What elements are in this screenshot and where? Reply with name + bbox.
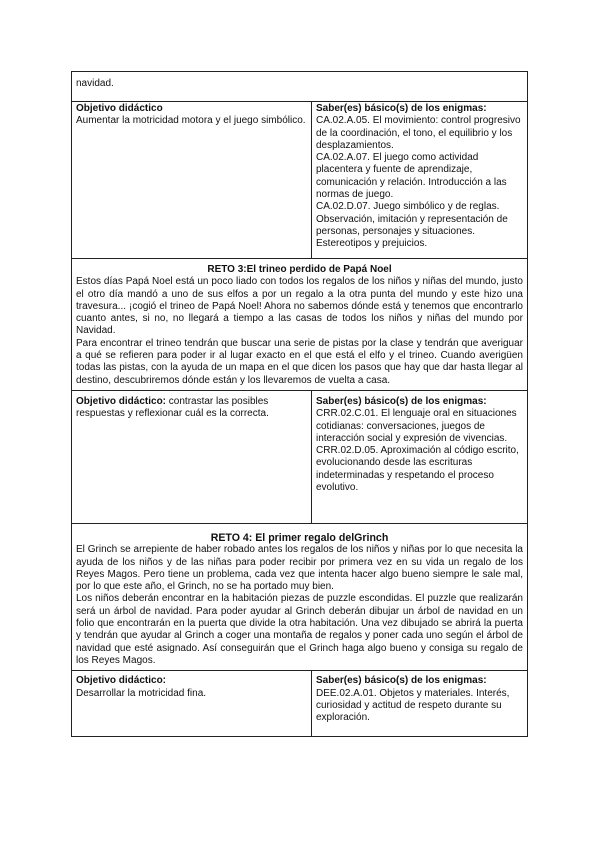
top-fragment-text: navidad. — [76, 78, 114, 89]
knowledge-heading: Saber(es) básico(s) de los enigmas: — [316, 103, 487, 114]
table-row — [72, 259, 528, 391]
reto4-paragraph: El Grinch se arrepiente de haber robado antes los regalos de los niños y niñas por lo que necesita la ayuda de los niños y de las niñas para poder recibir por primera vez en su vida un regalo de los Reyes Magos. Pero tiene un problema, cada vez que intenta hacer algo bueno siempre le sale mal, por lo que este año, el Grinch, no se ha portado muy bien. — [76, 544, 523, 593]
knowledge-item: CA.02.A.05. El movimiento: control progresivo de la coordinación, el tono, el equilibrio y los desplazamientos. — [316, 115, 521, 151]
knowledge-item: CRR.02.D.05. Aproximación al código escrito, evolucionando desde las escrituras indeterminadas y respetando el proceso evolutivo. — [316, 445, 519, 494]
knowledge-item: DEE.02.A.01. Objetos y materiales. Interés, curiosidad y actitud de respeto durante su exploración. — [316, 687, 510, 724]
objective-text: contrastar las posibles respuestas y reflexionar cuál es la correcta. — [76, 395, 269, 420]
reto4-cell — [72, 523, 528, 670]
table-row — [72, 523, 528, 670]
knowledge-cell-3 — [312, 671, 528, 737]
table-row — [72, 72, 528, 102]
table-row — [72, 390, 528, 523]
objective-heading: Objetivo didáctico: — [76, 395, 167, 407]
knowledge-item: CRR.02.C.01. El lenguaje oral en situaciones cotidianas: conversaciones, juegos de interacción social y expresión de vivencias. — [316, 408, 517, 444]
reto4-paragraph: Los niños deberán encontrar en la habitación piezas de puzzle escondidas. El puzzle que realizarán será un árbol de navidad. Para poder ayudar al Grinch deberán dibujar un árbol de navidad en un folio que encontrarán en la puerta que divide la otra habitación. Una vez dibujado se abrirá la puerta y tendrán que ayudar al Grinch a coger una montaña de regalos y poner cada uno según el árbol de navidad que esté asignado. Así conseguirán que el Grinch haga algo bueno y consiga su regalo de los Reyes Magos. — [76, 593, 523, 666]
knowledge-item: CA.02.D.07. Juego simbólico y de reglas. Observación, imitación y representación de personas, personajes y situaciones. Estereotipos y prejuicios. — [316, 201, 508, 250]
objective-heading: Objetivo didáctico — [76, 103, 163, 114]
knowledge-heading: Saber(es) básico(s) de los enigmas: — [316, 675, 487, 687]
objective-cell-1 — [72, 102, 312, 259]
objective-heading: Objetivo didáctico: — [76, 675, 167, 687]
reto3-paragraph: Estos días Papá Noel está un poco liado con todos los regalos de los niños y niñas del mundo, justo el otro día mandó a uno de sus elfos a por un regalo a la otra punta del mundo y este hizo una travesura... ¡cogió el trineo de Papá Noel! Ahora no sabemos dónde está y tenemos que encontrarlo cuanto antes, si no, no llegará a tiempo a las casas de todos los niños y niñas del mundo por Navidad. — [76, 276, 523, 337]
table-row — [72, 671, 528, 737]
top-fragment-cell — [72, 72, 528, 102]
reto3-cell — [72, 259, 528, 391]
objective-text: Aumentar la motricidad motora y el juego simbólico. — [76, 115, 306, 127]
objective-text: Desarrollar la motricidad fina. — [76, 687, 207, 699]
knowledge-item: CA.02.A.07. El juego como actividad placentera y fuente de aprendizaje, comunicación y relación. Introducción a las normas de juego. — [316, 152, 507, 201]
table-row — [72, 102, 528, 259]
reto3-paragraph: Para encontrar el trineo tendrán que buscar una serie de pistas por la clase y tendrán que averiguar a qué se refieren para poder ir al lugar exacto en el que está el elfo y el trineo. Cuando averigüen todas las pistas, con la ayuda de un mapa en el que dicen los pasos que hay que dar hasta llegar al destino, descubriremos dónde están y los llevaremos de vuelta a casa. — [76, 337, 523, 386]
reto4-title: RETO 4: El primer regalo delGrinch — [210, 531, 389, 544]
objective-cell-2 — [72, 390, 312, 523]
knowledge-heading: Saber(es) básico(s) de los enigmas: — [316, 395, 487, 407]
document-table — [71, 71, 528, 737]
reto3-title: RETO 3:El trineo perdido de Papá Noel — [207, 264, 392, 275]
knowledge-cell-2 — [312, 390, 528, 523]
knowledge-cell-1 — [312, 102, 528, 259]
objective-cell-3 — [72, 671, 312, 737]
